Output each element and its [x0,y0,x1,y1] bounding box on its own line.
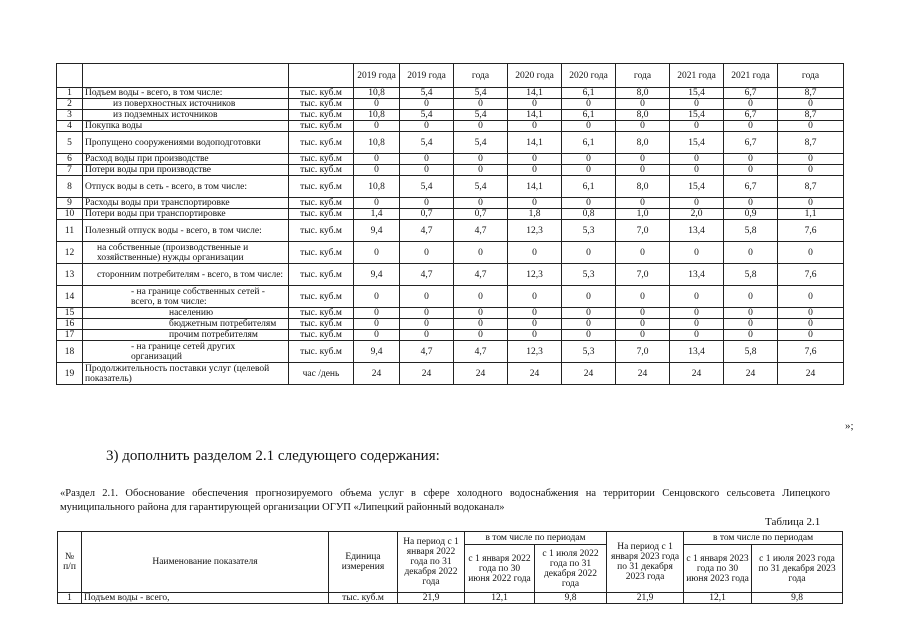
row-value: 0 [400,99,454,110]
table-row [57,209,844,220]
header-2023-h2: с 1 июля 2023 года по 31 декабря 2023 года [752,545,843,593]
row-name: Подъем воды - всего, в том числе: [83,88,289,99]
header-number: № п/п [58,532,82,593]
row-value: 0 [562,308,616,319]
row-number: 19 [57,363,83,385]
row-number: 6 [57,154,83,165]
table-row [57,341,844,363]
row-value: 0 [778,198,844,209]
row-value: 4,7 [400,341,454,363]
row-value: 13,4 [670,220,724,242]
row-value: 0 [562,154,616,165]
row-unit: тыс. куб.м [289,88,354,99]
row-value: 14,1 [508,88,562,99]
row-name: Пропущено сооружениями водоподготовки [83,132,289,154]
table-row [57,198,844,209]
row-value: 0,9 [724,209,778,220]
row-value: 9,4 [354,341,400,363]
row-value: 0 [508,154,562,165]
row-value: 0 [778,286,844,308]
row-value: 12,3 [508,341,562,363]
header-2022-h2: с 1 июля 2022 года по 31 декабря 2022 года [535,545,607,593]
row-value: 0 [454,319,508,330]
row-value: 7,0 [616,220,670,242]
water-balance-table [56,63,844,385]
row-value: 6,1 [562,176,616,198]
row-unit: тыс. куб.м [289,132,354,154]
header-indicator-name: Наименование показателя [82,532,329,593]
row-value: 0 [670,242,724,264]
row-value: 14,1 [508,132,562,154]
header-cell: 2020 года [562,64,616,88]
row-value: 10,8 [354,132,400,154]
row-value: 0 [562,319,616,330]
row-value: 6,7 [724,110,778,121]
row-value: 12,1 [465,593,535,604]
row-value: 0 [724,99,778,110]
header-cell: 2021 года [724,64,778,88]
row-value: 0 [724,286,778,308]
row-value: 9,8 [752,593,843,604]
row-value: 0 [454,330,508,341]
row-value: 0 [616,99,670,110]
row-name: на собственные (производственные и хозяйственные) нужды организации [83,242,289,264]
header-period-2023: На период с 1 января 2023 года по 31 декабря 2023 года [607,532,684,593]
row-value: 5,8 [724,341,778,363]
row-value: 0 [562,121,616,132]
row-value: 0 [562,198,616,209]
row-unit: тыс. куб.м [289,264,354,286]
row-value: 0 [616,165,670,176]
row-value: 15,4 [670,132,724,154]
row-value: 0 [354,99,400,110]
row-value: 9,4 [354,264,400,286]
row-value: 0 [778,330,844,341]
table-row [57,99,844,110]
row-value: 0 [454,242,508,264]
row-number: 7 [57,165,83,176]
row-value: 24 [562,363,616,385]
row-value: 24 [670,363,724,385]
row-value: 0 [670,165,724,176]
header-cell [83,64,289,88]
table-row [57,132,844,154]
row-value: 0 [354,319,400,330]
row-unit: час /день [289,363,354,385]
table-row [58,593,843,604]
table-row [57,242,844,264]
row-value: 0 [354,286,400,308]
row-value: 6,7 [724,88,778,99]
row-value: 0 [400,121,454,132]
row-value: 0 [778,165,844,176]
row-name: Расход воды при производстве [83,154,289,165]
row-value: 7,6 [778,341,844,363]
row-value: 0 [724,308,778,319]
table-row [57,319,844,330]
row-value: 24 [616,363,670,385]
row-value: 4,7 [454,264,508,286]
row-value: 0 [454,198,508,209]
row-value: 0 [778,121,844,132]
row-value: 0 [508,330,562,341]
header-cell [289,64,354,88]
row-value: 0 [454,165,508,176]
table-row [57,110,844,121]
row-name: Полезный отпуск воды - всего, в том числе: [83,220,289,242]
row-value: 0 [400,198,454,209]
row-value: 0 [670,330,724,341]
row-value: 12,1 [684,593,752,604]
row-value: 15,4 [670,88,724,99]
row-value: 0 [508,99,562,110]
row-value: 9,4 [354,220,400,242]
row-value: 12,3 [508,220,562,242]
row-value: 12,3 [508,264,562,286]
row-value: 0 [778,242,844,264]
row-value: 21,9 [398,593,465,604]
row-unit: тыс. куб.м [289,121,354,132]
row-value: 0 [724,121,778,132]
row-number: 17 [57,330,83,341]
table-header-row [57,64,844,88]
header-2023-h1: с 1 января 2023 года по 30 июня 2023 года [684,545,752,593]
row-unit: тыс. куб.м [289,165,354,176]
row-number: 5 [57,132,83,154]
row-value: 5,4 [454,132,508,154]
row-unit: тыс. куб.м [289,330,354,341]
table-row [57,220,844,242]
row-value: 0 [400,154,454,165]
row-value: 5,4 [400,88,454,99]
row-value: 0 [670,121,724,132]
header-including-2022: в том числе по периодам [465,532,607,545]
header-cell: года [616,64,670,88]
row-value: 6,1 [562,88,616,99]
row-value: 0 [508,198,562,209]
row-value: 0 [616,330,670,341]
row-value: 0 [508,121,562,132]
row-value: 13,4 [670,341,724,363]
row-value: 4,7 [400,264,454,286]
row-value: 24 [508,363,562,385]
row-unit: тыс. куб.м [289,99,354,110]
header-period-2022: На период с 1 января 2022 года по 31 декабря 2022 года [398,532,465,593]
table-row [57,176,844,198]
row-value: 7,0 [616,264,670,286]
row-unit: тыс. куб.м [289,319,354,330]
row-value: 0 [562,242,616,264]
row-value: 0 [670,308,724,319]
row-value: 0 [454,121,508,132]
row-value: 6,1 [562,132,616,154]
row-number: 9 [57,198,83,209]
table-label: Таблица 2.1 [765,516,821,528]
header-unit: Единица измерения [329,532,398,593]
section-heading: «Раздел 2.1. Обоснование обеспечения прогнозируемого объема услуг в сфере холодного водоснабжения на территории Сенцовского сельсовета Липецкого муниципального района для гарантирующей организации ОГУП «Липецкий районный водоканал» [60,488,830,513]
row-value: 0 [724,330,778,341]
row-number: 8 [57,176,83,198]
row-value: 4,7 [454,220,508,242]
row-value: 5,4 [454,110,508,121]
row-value: 0 [354,121,400,132]
row-unit: тыс. куб.м [329,593,398,604]
table-row [57,264,844,286]
row-value: 0 [508,242,562,264]
row-value: 8,7 [778,176,844,198]
row-value: 0 [778,99,844,110]
row-value: 0 [508,319,562,330]
row-value: 0 [454,154,508,165]
row-value: 0 [616,308,670,319]
row-value: 0 [400,242,454,264]
row-value: 0 [354,198,400,209]
row-value: 5,4 [400,110,454,121]
row-value: 24 [454,363,508,385]
table-row [57,88,844,99]
row-number: 11 [57,220,83,242]
row-value: 6,7 [724,176,778,198]
row-value: 0 [354,242,400,264]
row-value: 0 [562,330,616,341]
header-including-2023: в том числе по периодам [684,532,843,545]
row-value: 4,7 [400,220,454,242]
row-value: 1,4 [354,209,400,220]
row-value: 0 [508,286,562,308]
header-2022-h1: с 1 января 2022 года по 30 июня 2022 года [465,545,535,593]
row-value: 0 [670,198,724,209]
row-value: 0 [354,308,400,319]
row-value: 0 [562,286,616,308]
row-value: 1,8 [508,209,562,220]
row-value: 0,7 [454,209,508,220]
header-cell: 2019 года [400,64,454,88]
row-value: 0 [354,165,400,176]
row-number: 12 [57,242,83,264]
row-unit: тыс. куб.м [289,176,354,198]
table-row [57,330,844,341]
row-value: 0 [724,319,778,330]
row-name: Потери воды при производстве [83,165,289,176]
row-name: - на границе собственных сетей - всего, в том числе: [83,286,289,308]
forecast-table [57,531,843,604]
header-cell: года [778,64,844,88]
row-value: 0 [616,154,670,165]
table-row [57,286,844,308]
row-value: 0 [562,165,616,176]
row-value: 0 [454,286,508,308]
closing-quote-mark: »; [845,420,854,432]
row-value: 0 [778,154,844,165]
row-value: 5,3 [562,341,616,363]
row-value: 0 [354,330,400,341]
row-value: 0 [400,286,454,308]
row-value: 5,3 [562,220,616,242]
row-value: 0 [400,319,454,330]
row-value: 5,4 [400,132,454,154]
row-unit: тыс. куб.м [289,286,354,308]
row-value: 15,4 [670,110,724,121]
row-value: 24 [400,363,454,385]
row-value: 6,7 [724,132,778,154]
row-unit: тыс. куб.м [289,110,354,121]
row-unit: тыс. куб.м [289,308,354,319]
row-value: 5,4 [454,176,508,198]
row-value: 8,0 [616,176,670,198]
table-row [57,308,844,319]
row-name: Потери воды при транспортировке [83,209,289,220]
row-value: 0 [724,154,778,165]
row-value: 0 [508,308,562,319]
row-value: 24 [354,363,400,385]
row-value: 8,0 [616,110,670,121]
row-name: сторонним потребителям - всего, в том числе: [83,264,289,286]
row-number: 13 [57,264,83,286]
row-value: 2,0 [670,209,724,220]
row-number: 2 [57,99,83,110]
header-cell: 2021 года [670,64,724,88]
row-name: Подъем воды - всего, [82,593,329,604]
header-cell: 2019 года [354,64,400,88]
row-name: Покупка воды [83,121,289,132]
row-value: 10,8 [354,110,400,121]
row-value: 0 [562,99,616,110]
row-value: 8,7 [778,132,844,154]
row-value: 5,8 [724,220,778,242]
row-value: 1,1 [778,209,844,220]
row-value: 6,1 [562,110,616,121]
row-value: 0 [778,308,844,319]
header-cell [57,64,83,88]
row-value: 4,7 [454,341,508,363]
row-number: 14 [57,286,83,308]
row-number: 4 [57,121,83,132]
row-value: 7,0 [616,341,670,363]
header-cell: 2020 года [508,64,562,88]
row-value: 5,8 [724,264,778,286]
row-name: Отпуск воды в сеть - всего, в том числе: [83,176,289,198]
row-value: 0 [724,165,778,176]
row-value: 0 [400,330,454,341]
row-name: бюджетным потребителям [83,319,289,330]
row-name: прочим потребителям [83,330,289,341]
row-value: 5,4 [454,88,508,99]
row-value: 0 [616,319,670,330]
row-value: 14,1 [508,176,562,198]
header-cell: года [454,64,508,88]
row-name: Продолжительность поставки услуг (целевой показатель) [83,363,289,385]
row-value: 1,0 [616,209,670,220]
row-value: 21,9 [607,593,684,604]
row-value: 10,8 [354,88,400,99]
table-row [57,154,844,165]
row-value: 15,4 [670,176,724,198]
row-number: 16 [57,319,83,330]
row-unit: тыс. куб.м [289,220,354,242]
row-value: 0,8 [562,209,616,220]
row-unit: тыс. куб.м [289,154,354,165]
row-number: 1 [58,593,82,604]
row-value: 0 [778,319,844,330]
row-value: 14,1 [508,110,562,121]
row-value: 0,7 [400,209,454,220]
row-unit: тыс. куб.м [289,242,354,264]
row-name: из поверхностных источников [83,99,289,110]
row-number: 1 [57,88,83,99]
table-row [57,363,844,385]
row-value: 8,7 [778,88,844,99]
row-value: 7,6 [778,264,844,286]
row-value: 0 [616,198,670,209]
row-number: 15 [57,308,83,319]
row-value: 0 [454,308,508,319]
row-value: 0 [400,165,454,176]
row-value: 0 [670,99,724,110]
row-value: 24 [778,363,844,385]
row-value: 0 [616,286,670,308]
table-row [57,165,844,176]
row-value: 0 [670,319,724,330]
row-value: 0 [454,99,508,110]
row-value: 0 [670,154,724,165]
row-value: 9,8 [535,593,607,604]
row-number: 3 [57,110,83,121]
row-value: 0 [724,242,778,264]
row-value: 0 [724,198,778,209]
row-value: 5,3 [562,264,616,286]
row-value: 10,8 [354,176,400,198]
row-value: 8,7 [778,110,844,121]
row-name: населению [83,308,289,319]
row-value: 7,6 [778,220,844,242]
row-value: 0 [354,154,400,165]
row-number: 18 [57,341,83,363]
row-value: 8,0 [616,132,670,154]
row-value: 0 [616,121,670,132]
row-value: 0 [670,286,724,308]
row-unit: тыс. куб.м [289,341,354,363]
row-unit: тыс. куб.м [289,198,354,209]
amendment-paragraph: 3) дополнить разделом 2.1 следующего содержания: [106,448,440,464]
row-value: 24 [724,363,778,385]
row-value: 5,4 [400,176,454,198]
row-value: 0 [400,308,454,319]
row-unit: тыс. куб.м [289,209,354,220]
row-name: - на границе сетей других организаций [83,341,289,363]
row-name: Расходы воды при транспортировке [83,198,289,209]
row-number: 10 [57,209,83,220]
row-value: 0 [508,165,562,176]
row-name: из подземных источников [83,110,289,121]
row-value: 8,0 [616,88,670,99]
row-value: 0 [616,242,670,264]
row-value: 13,4 [670,264,724,286]
table-row [57,121,844,132]
